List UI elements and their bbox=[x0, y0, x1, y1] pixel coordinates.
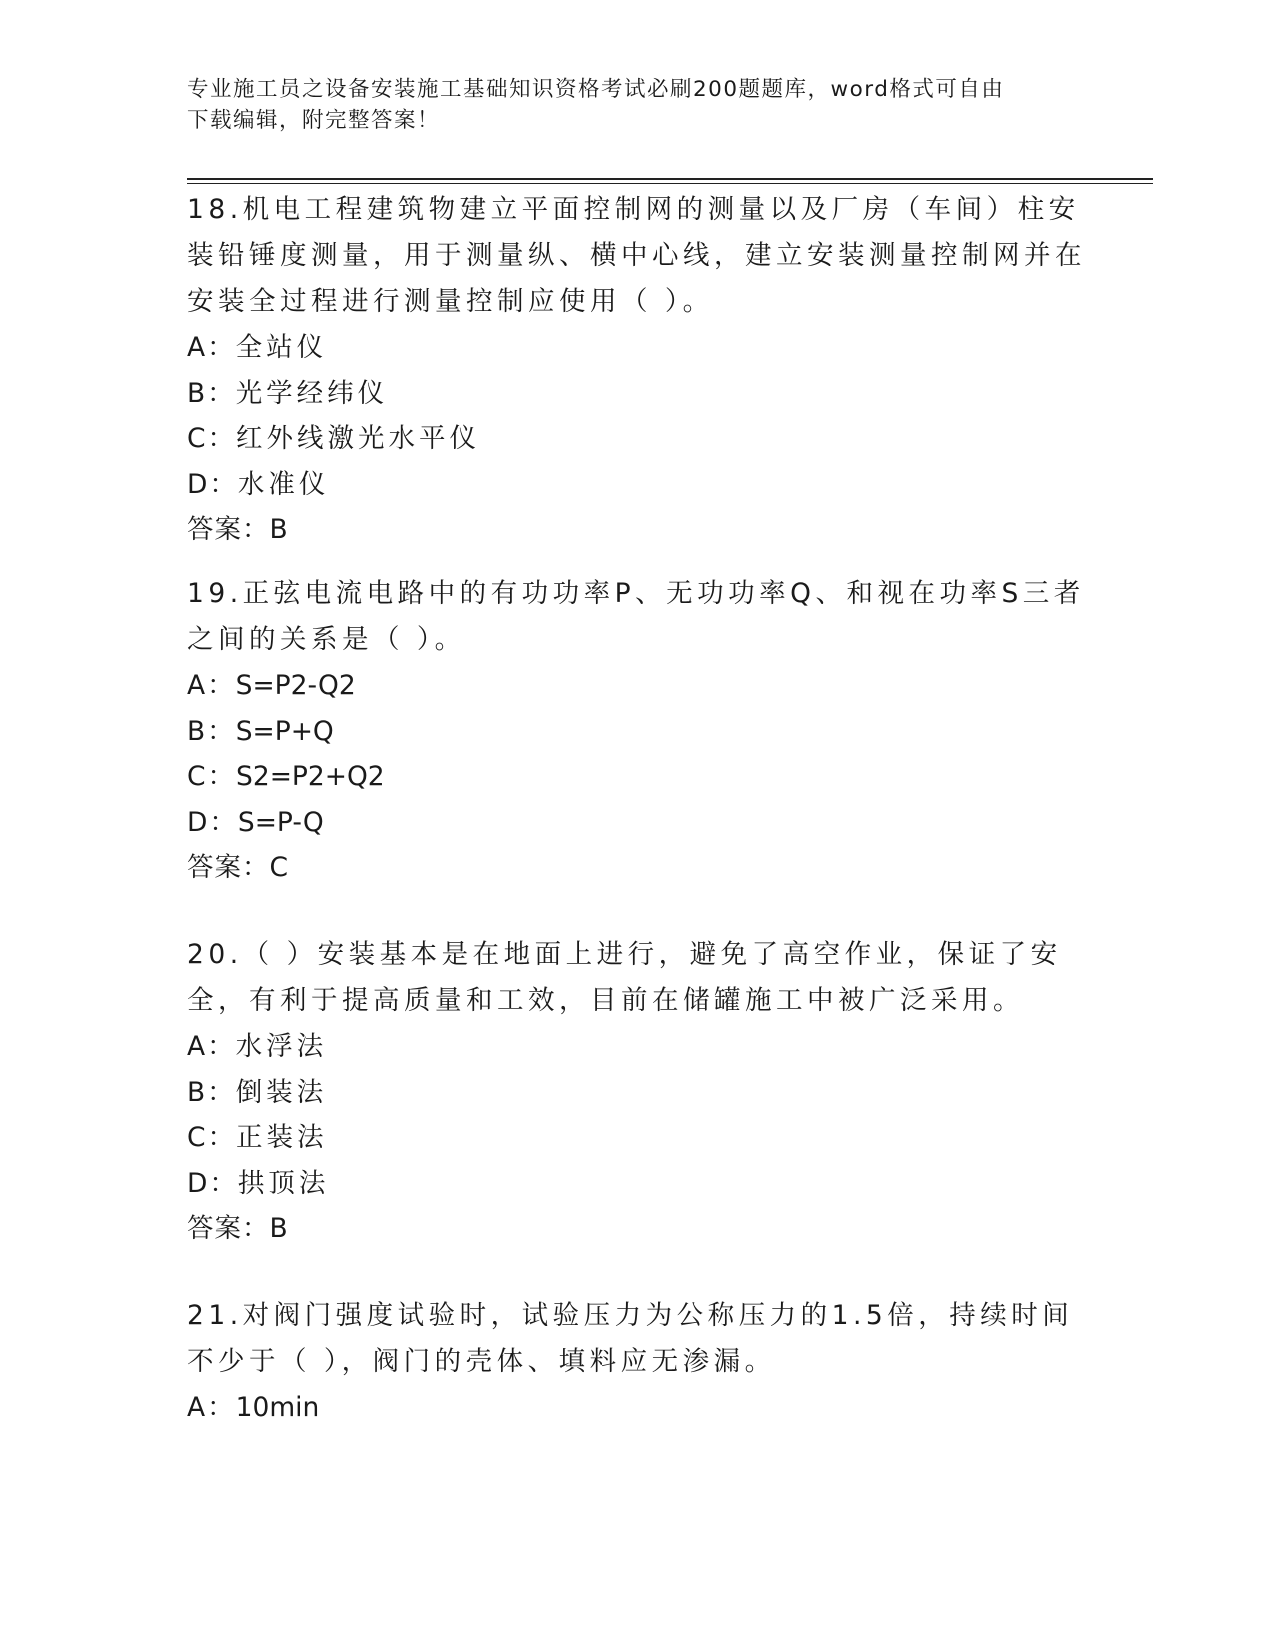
question-text: 18.机电工程建筑物建立平面控制网的测量以及厂房（车间）柱安装铅锤度测量，用于测量纵、横中心线，建立安装测量控制网并在安装全过程进行测量控制应使用（ ）。 bbox=[187, 194, 1086, 317]
question-18 bbox=[187, 187, 1087, 553]
option-a: A：水浮法 bbox=[187, 1031, 328, 1062]
header-divider bbox=[187, 178, 1153, 180]
answer: 答案：B bbox=[187, 1213, 289, 1244]
option-c: C：正装法 bbox=[187, 1122, 328, 1153]
option-a: A：全站仪 bbox=[187, 332, 328, 363]
header-divider-thin bbox=[187, 183, 1153, 184]
question-text: 21.对阀门强度试验时，试验压力为公称压力的1.5倍，持续时间不少于（ ），阀门的壳体、填料应无渗漏。 bbox=[187, 1300, 1074, 1377]
option-d: D：水准仪 bbox=[187, 468, 330, 500]
document-intro: 专业施工员之设备安装施工基础知识资格考试必刷200题题库，word格式可自由 下载编辑，附完整答案！ bbox=[187, 77, 1005, 133]
question-text: 19.正弦电流电路中的有功功率P、无功功率Q、和视在功率S三者之间的关系是（ ）。 bbox=[187, 578, 1085, 655]
option-a: A：S=P2-Q2 bbox=[187, 670, 356, 701]
option-d: D：拱顶法 bbox=[187, 1167, 330, 1199]
option-b: B：S=P+Q bbox=[187, 715, 334, 747]
option-a: A：10min bbox=[187, 1392, 320, 1423]
option-b: B：倒装法 bbox=[187, 1076, 328, 1108]
option-b: B：光学经纬仪 bbox=[187, 377, 389, 409]
option-d: D：S=P-Q bbox=[187, 806, 324, 838]
question-20 bbox=[187, 932, 1087, 1252]
question-text: 20.（ ）安装基本是在地面上进行，避免了高空作业，保证了安全，有利于提高质量和工效，目前在储罐施工中被广泛采用。 bbox=[187, 939, 1062, 1016]
question-19 bbox=[187, 571, 1087, 891]
answer: 答案：C bbox=[187, 852, 290, 883]
option-c: C：S2=P2+Q2 bbox=[187, 761, 385, 792]
question-21 bbox=[187, 1293, 1087, 1431]
answer: 答案：B bbox=[187, 514, 289, 545]
option-c: C：红外线激光水平仪 bbox=[187, 423, 481, 454]
